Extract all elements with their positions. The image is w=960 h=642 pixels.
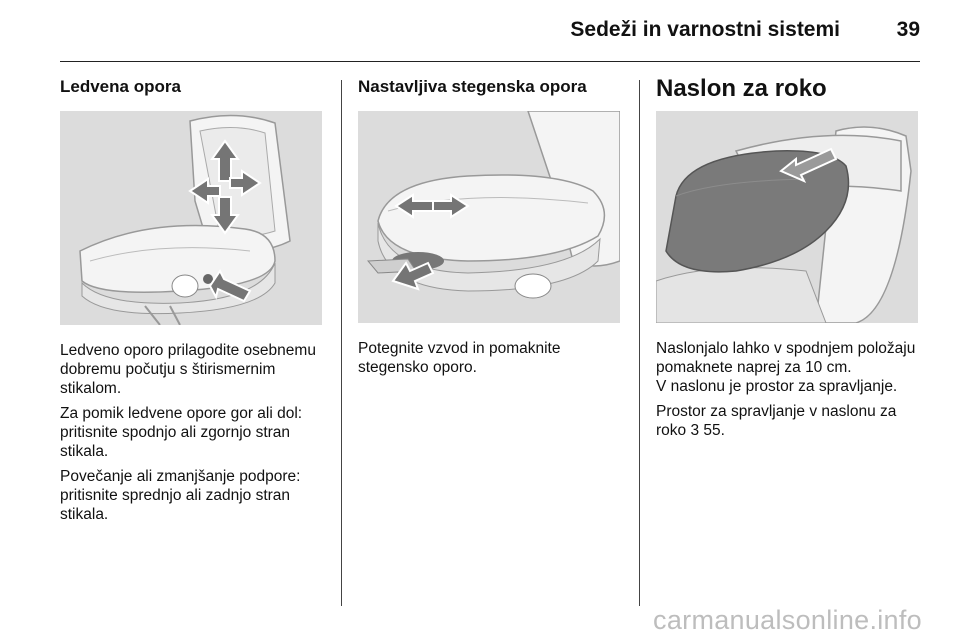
section-armrest [656, 77, 926, 446]
header-rule [60, 61, 920, 62]
paragraph: V naslonu je prostor za spravljanje. [656, 378, 898, 395]
xref-page: 55. [703, 422, 725, 439]
lumbar-seat-illustration [60, 111, 322, 325]
section-heading: Ledvena opora [60, 77, 181, 96]
page-number: 39 [896, 18, 920, 41]
section-lumbar-support [60, 77, 332, 530]
watermark: carmanualsonline.info [653, 605, 922, 635]
xref-text: Prostor za spravljanje v naslonu za roko [656, 403, 897, 439]
page-ref-arrow-icon: 3 [690, 422, 700, 439]
thigh-support-illustration [358, 111, 620, 323]
paragraph: Naslonjalo lahko v spodnjem položaju pomaknete naprej za 10 cm. [656, 340, 916, 376]
armrest-illustration [656, 111, 918, 323]
column-divider-2 [639, 80, 640, 606]
paragraph: Ledveno oporo prilagodite osebnemu dobremu počutju s štirismernim stikalom. [60, 342, 316, 397]
section-heading: Naslon za roko [656, 75, 827, 102]
section-heading: Nastavljiva stegenska opora [358, 77, 587, 96]
paragraph: Potegnite vzvod in pomaknite stegensko oporo. [358, 340, 561, 376]
page-header-title: Sedeži in varnostni sistemi [570, 18, 840, 41]
section-thigh-support [358, 77, 626, 383]
paragraph: Za pomik ledvene opore gor ali dol: pritisnite spodnjo ali zgornjo stran stikala. [60, 405, 303, 460]
column-divider-1 [341, 80, 342, 606]
cross-reference [656, 402, 926, 440]
paragraph: Povečanje ali zmanjšanje podpore: pritisnite sprednjo ali zadnjo stran stikala. [60, 468, 301, 523]
